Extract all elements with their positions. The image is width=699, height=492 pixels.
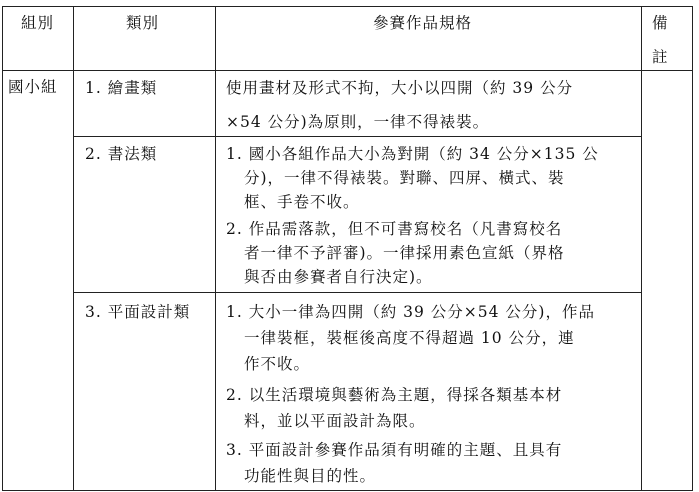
column-divider-1 [73, 6, 74, 491]
spec-line: 2. 以生活環境與藝術為主題，得採各類基本材 [226, 386, 563, 404]
spec-line: 分)，一律不得裱裝。對聯、四屏、橫式、裝 [244, 169, 565, 187]
spec-line: ×54 公分)為原則，一律不得裱裝。 [226, 113, 490, 131]
spec-line: 作不收。 [244, 355, 311, 373]
header-category: 類別 [126, 14, 160, 32]
table-border-right [692, 6, 693, 491]
table-border-top [2, 6, 692, 7]
spec-line: 2. 作品需落款，但不可書寫校名（凡書寫校名 [226, 220, 563, 238]
table-border-left [2, 6, 3, 491]
spec-line: 功能性與目的性。 [244, 467, 377, 485]
spec-line: 與否由參賽者自行決定)。 [244, 268, 433, 286]
spec-line: 料，並以平面設計為限。 [244, 412, 426, 430]
row-divider-2 [73, 292, 641, 293]
spec-line: 3. 平面設計參賽作品須有明確的主題、且具有 [226, 441, 563, 459]
header-remarks-line2: 註 [652, 48, 669, 66]
spec-line: 者一律不予評審)。一律採用素色宣紙（界格 [244, 244, 565, 262]
header-divider [2, 70, 692, 71]
row-divider-1 [73, 136, 641, 137]
spec-line: 使用畫材及形式不拘，大小以四開（約 39 公分 [226, 79, 574, 97]
spec-line: 框、手卷不收。 [244, 193, 360, 211]
category-label: 1. 繪畫類 [85, 79, 158, 97]
spec-line: 1. 大小一律為四開（約 39 公分×54 公分)，作品 [226, 303, 595, 321]
spec-line: 1. 國小各組作品大小為對開（約 34 公分×135 公 [226, 145, 599, 163]
header-group: 組別 [21, 14, 55, 32]
category-label: 2. 書法類 [85, 145, 158, 163]
table-border-bottom [2, 490, 692, 491]
column-divider-2 [215, 6, 216, 491]
category-label: 3. 平面設計類 [85, 303, 191, 321]
header-spec: 參賽作品規格 [373, 14, 473, 32]
column-divider-3 [641, 6, 642, 491]
group-label: 國小組 [8, 78, 58, 96]
spec-line: 一律裝框，裝框後高度不得超過 10 公分，連 [244, 329, 575, 347]
header-remarks-line1: 備 [652, 14, 669, 32]
